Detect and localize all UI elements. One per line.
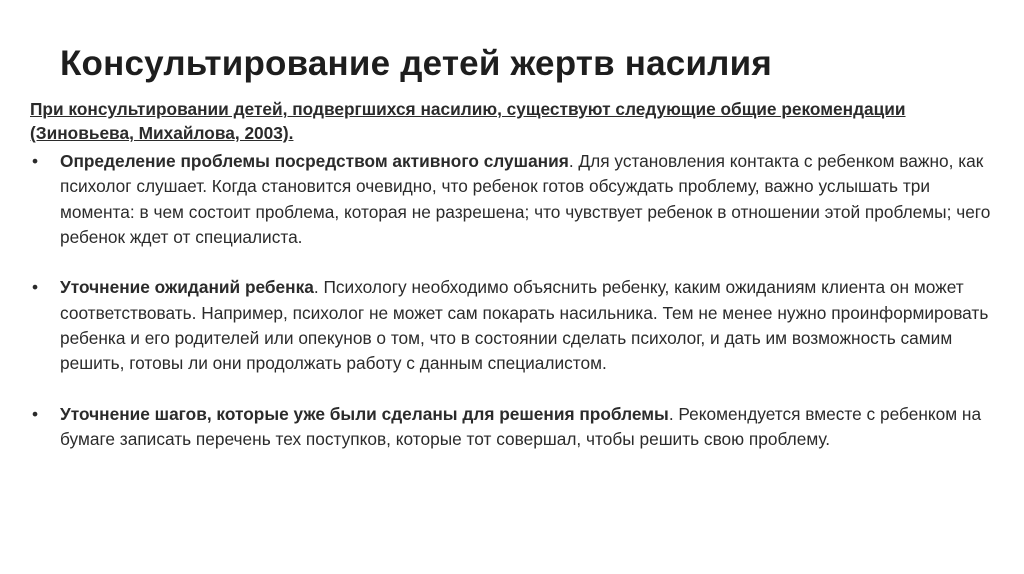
bullet-icon: •	[32, 403, 39, 424]
bullet-icon: •	[32, 151, 39, 171]
item-heading: Определение проблемы посредством активного слушания	[60, 151, 569, 171]
list-item	[30, 402, 995, 453]
slide-title: Консультирование детей жертв насилия	[60, 44, 772, 83]
item-heading: Уточнение шагов, которые уже были сделаны для решения проблемы	[60, 403, 669, 424]
item-text: . Рекомендуется вместе с ребенком на бумаге записать перечень тех поступков, которые тот совершал, чтобы решить свою проблему.	[60, 403, 982, 450]
item-text: . Психологу необходимо объяснить ребенку, каким ожиданиям клиента он может соответствовать. Например, психолог не может сам покарать насильника. Тем не менее нужно проинформировать ребенка и его родителей или опекунов о том, что в состоянии сделать психолог, и дать им возможность самим решить, готовы ли они продолжать работу с данным специалистом.	[60, 277, 989, 374]
item-heading: Уточнение ожиданий ребенка	[60, 277, 314, 298]
item-text: . Для установления контакта с ребенком важно, как психолог слушает. Когда становится очевидно, что ребенок готов обсуждать проблему, важно услышать три момента: в чем состоит проблема, которая не разрешена; что чувствует ребенок в отношении этой проблемы; чего ребенок ждет от специалиста.	[60, 151, 991, 247]
bullet-icon: •	[32, 277, 39, 298]
intro-text: При консультировании детей, подвергшихся насилию, существуют следующие общие рекомендации (Зиновьева, Михайлова, 2003).	[30, 99, 906, 143]
list-item	[30, 275, 995, 376]
recommendation-list	[30, 149, 995, 478]
list-item	[30, 149, 995, 250]
